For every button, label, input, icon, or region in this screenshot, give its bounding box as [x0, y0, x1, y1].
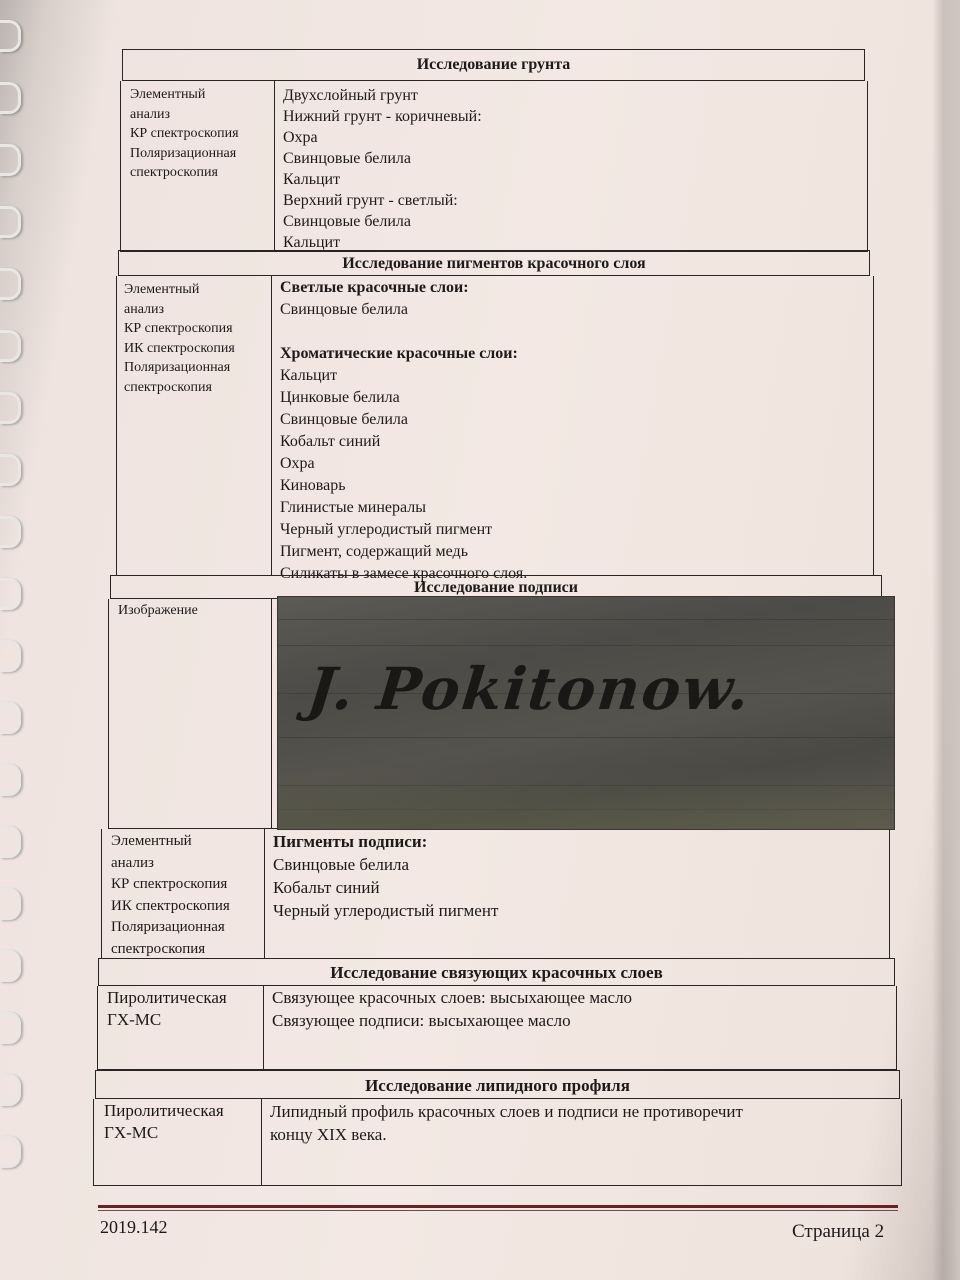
footer-rule-thin [98, 1210, 898, 1211]
result-line: Свинцовые белила [280, 411, 408, 428]
method-line: анализ [130, 106, 171, 122]
method-line: спектроскопия [111, 940, 206, 957]
method-line: Элементный [130, 87, 206, 102]
pigments-section-title: Исследование пигментов красочного слоя [118, 250, 870, 276]
method-line: Элементный [111, 833, 192, 849]
signature-methods [102, 829, 265, 958]
lipids-methods [94, 1099, 262, 1185]
ground-section-row [120, 81, 868, 252]
signature-pigments-row [101, 829, 890, 959]
pigments-results [272, 276, 535, 582]
result-line: Силикаты в замесе красочного слоя. [280, 565, 528, 582]
result-line: Свинцовые белила [283, 150, 411, 167]
lipids-section-row [93, 1099, 902, 1186]
pigments-section-row [116, 276, 874, 582]
method-line: спектроскопия [130, 165, 218, 180]
lipids-section-title: Исследование липидного профиля [95, 1070, 900, 1099]
result-line: Нижний грунт - коричневый: [283, 108, 482, 125]
result-line: концу XIX века. [270, 1125, 387, 1144]
pigments-methods [117, 276, 272, 575]
method-line: анализ [124, 301, 165, 317]
result-line: Свинцовые белила [273, 855, 409, 874]
signature-pigments [265, 829, 506, 958]
result-line: Липидный профиль красочных слоев и подписи не противоречит [270, 1102, 743, 1121]
result-line: Связующее красочных слоев: высыхающее масло [272, 988, 633, 1007]
method-line: Поляризационная [124, 360, 231, 375]
result-line: Кальцит [280, 367, 338, 384]
result-line: Верхний грунт - светлый: [283, 192, 458, 209]
method-line: анализ [111, 854, 154, 871]
method-line: ГХ-МС [107, 1010, 162, 1029]
result-line: Свинцовые белила [280, 301, 408, 318]
binders-methods [98, 986, 264, 1069]
page-number: Страница 2 [792, 1221, 885, 1242]
method-line: Элементный [124, 282, 200, 297]
image-label: Изображение [118, 603, 198, 618]
chromatic-layers-heading: Хроматические красочные слои: [280, 345, 518, 362]
method-line: Пиролитическая [104, 1101, 224, 1120]
signature-pigments-heading: Пигменты подписи: [273, 832, 428, 851]
result-line: Кальцит [283, 234, 341, 251]
method-line: КР спектроскопия [130, 126, 239, 141]
method-line: КР спектроскопия [111, 876, 228, 892]
binders-results [264, 986, 640, 1069]
document-code: 2019.142 [100, 1217, 168, 1237]
result-line: Киноварь [280, 477, 346, 494]
lipids-results [262, 1099, 751, 1185]
result-line: Кальцит [283, 171, 341, 188]
method-line: ГХ-МС [104, 1123, 159, 1142]
method-line: Поляризационная [111, 919, 225, 935]
painted-signature: J. Pokitonow. [304, 655, 755, 723]
result-line: Цинковые белила [280, 389, 400, 406]
result-line: Кобальт синий [280, 433, 381, 450]
result-line: Черный углеродистый пигмент [273, 901, 499, 920]
method-line: спектроскопия [124, 379, 212, 395]
method-line: ИК спектроскопия [111, 897, 230, 914]
binders-section-title: Исследование связующих красочных слоев [98, 958, 895, 986]
result-line: Пигмент, содержащий медь [280, 543, 468, 560]
result-line: Кобальт синий [273, 878, 380, 897]
result-line: Охра [283, 129, 318, 146]
binders-section-row [97, 986, 897, 1070]
ground-section-title: Исследование грунта [122, 49, 865, 81]
method-line: Поляризационная [130, 145, 237, 161]
method-line: ИК спектроскопия [124, 340, 235, 356]
signature-photo [278, 597, 894, 829]
result-line: Свинцовые белила [283, 213, 411, 230]
footer-rule [98, 1205, 898, 1208]
ground-results [275, 81, 490, 251]
method-line: Пиролитическая [107, 988, 227, 1007]
result-line: Двухслойный грунт [283, 87, 418, 104]
ground-methods [121, 81, 275, 251]
result-line: Черный углеродистый пигмент [280, 521, 493, 538]
method-line: КР спектроскопия [124, 321, 233, 336]
light-layers-heading: Светлые красочные слои: [280, 279, 469, 296]
result-line: Глинистые минералы [280, 499, 426, 516]
result-line: Связующее подписи: высыхающее масло [272, 1011, 571, 1030]
signature-image-label-cell [109, 599, 272, 828]
result-line: Охра [280, 455, 315, 472]
signature-section-title: Исследование подписи [110, 575, 882, 599]
